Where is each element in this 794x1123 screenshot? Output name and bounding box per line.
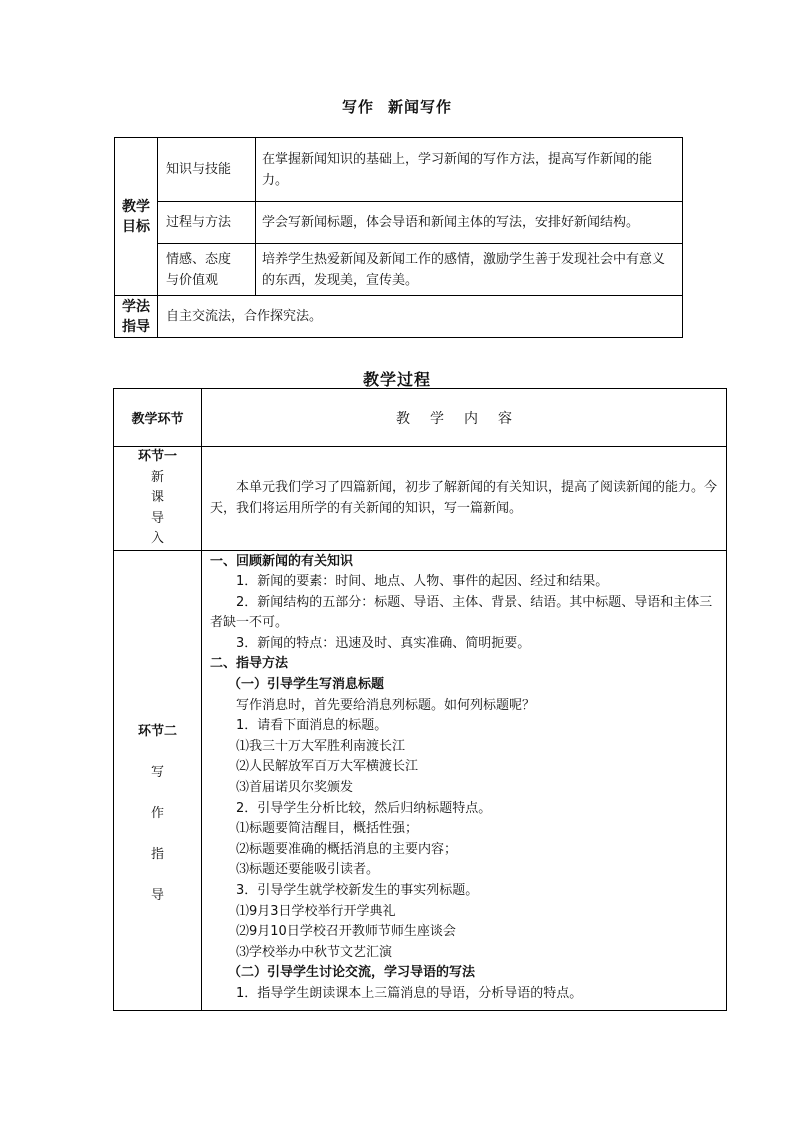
title-part-1: 写作 [341,98,374,116]
process-table [113,388,727,1011]
content-line: ⑴我三十万大军胜利南渡长江 [236,738,406,754]
content-line: ⑴标题要简洁醒目，概括性强； [236,821,419,837]
stage-char: 指 [150,846,164,862]
content-line: （二）引导学生讨论交流，学习导语的写法 [228,965,476,981]
objective-text: 学会写新闻标题，体会导语和新闻主体的写法，安排好新闻结构。 [256,202,683,244]
process-title: 教学过程 [362,370,431,389]
stage-char: 导 [150,887,164,903]
method-label-line: 指导 [122,318,150,335]
objective-label: 知识与技能 [158,138,256,202]
method-text: 自主交流法，合作探究法。 [158,296,683,338]
objective-row [115,138,683,202]
content-line: 写作消息时，首先要给消息列标题。如何列标题呢？ [236,697,536,713]
content-line: ⑶学校举办中秋节文艺汇演 [236,944,393,960]
header-stage: 教学环节 [114,389,202,447]
process-header-row [114,389,727,447]
content-line: 1．指导学生朗读课本上三篇消息的导语，分析导语的特点。 [236,985,583,1001]
stage-1-content: 本单元我们学习了四篇新闻，初步了解新闻的有关知识，提高了阅读新闻的能力。今天，我们将运用所学的有关新闻的知识，写一篇新闻。 [202,447,727,551]
group-label-line: 教学 [122,198,150,215]
content-line: 1．新闻的要素：时间、地点、人物、事件的起因、经过和结果。 [236,574,609,590]
stage-2-label [114,550,202,1010]
stage-name: 环节二 [137,723,177,739]
header-content: 教学内容 [202,389,727,447]
objective-row [115,244,683,296]
content-line: （一）引导学生写消息标题 [228,677,385,693]
document-title [0,96,794,117]
objective-label: 过程与方法 [158,202,256,244]
stage-row [114,447,727,551]
title-part-2: 新闻写作 [388,98,453,116]
stage-name: 环节一 [137,449,177,464]
objective-text: 在掌握新闻知识的基础上，学习新闻的写作方法，提高写作新闻的能力。 [256,138,683,202]
content-line: 2．新闻结构的五部分：标题、导语、主体、背景、结语。其中标题、导语和主体三者缺一不可。 [210,594,713,631]
content-line: 一、回顾新闻的有关知识 [210,553,354,569]
objective-label-line: 与价值观 [166,272,219,288]
stage-char: 新 [150,469,164,485]
objective-label-line: 情感、态度 [166,251,232,267]
objectives-group-label [115,138,158,296]
stage-row [114,550,727,1010]
group-label-line: 目标 [122,218,150,235]
method-label [115,296,158,338]
content-line: ⑵9月10日学校召开教师节师生座谈会 [236,924,456,940]
stage-char: 写 [150,764,164,780]
content-line: ⑶首届诺贝尔奖颁发 [236,780,354,796]
content-line: 1．请看下面消息的标题。 [236,718,388,734]
stage-char: 入 [150,531,164,546]
stage-char: 课 [150,490,164,505]
objectives-table [114,137,683,338]
objective-text: 培养学生热爱新闻及新闻工作的感情，激励学生善于发现社会中有意义的东西，发现美，宣传美。 [256,244,683,296]
content-line: ⑵人民解放军百万大军横渡长江 [236,759,419,775]
content-line: ⑴9月3日学校举行开学典礼 [236,903,396,919]
stage-char: 作 [150,805,164,821]
content-line: 3．引导学生就学校新发生的事实列标题。 [236,883,479,898]
content-line: 3．新闻的特点：迅速及时、真实准确、简明扼要。 [236,635,531,651]
stage-2-content [202,550,727,1010]
content-line: ⑶标题还要能吸引读者。 [236,862,380,878]
objective-label [158,244,256,296]
stage-char: 导 [150,510,164,526]
stage-1-label [114,447,202,551]
method-label-line: 学法 [122,298,150,315]
content-line: 二、指导方法 [210,656,289,672]
content-line: ⑵标题要准确的概括消息的主要内容； [236,841,458,857]
method-row [115,296,683,338]
content-line: 2．引导学生分析比较，然后归纳标题特点。 [236,800,492,816]
objective-row [115,202,683,244]
